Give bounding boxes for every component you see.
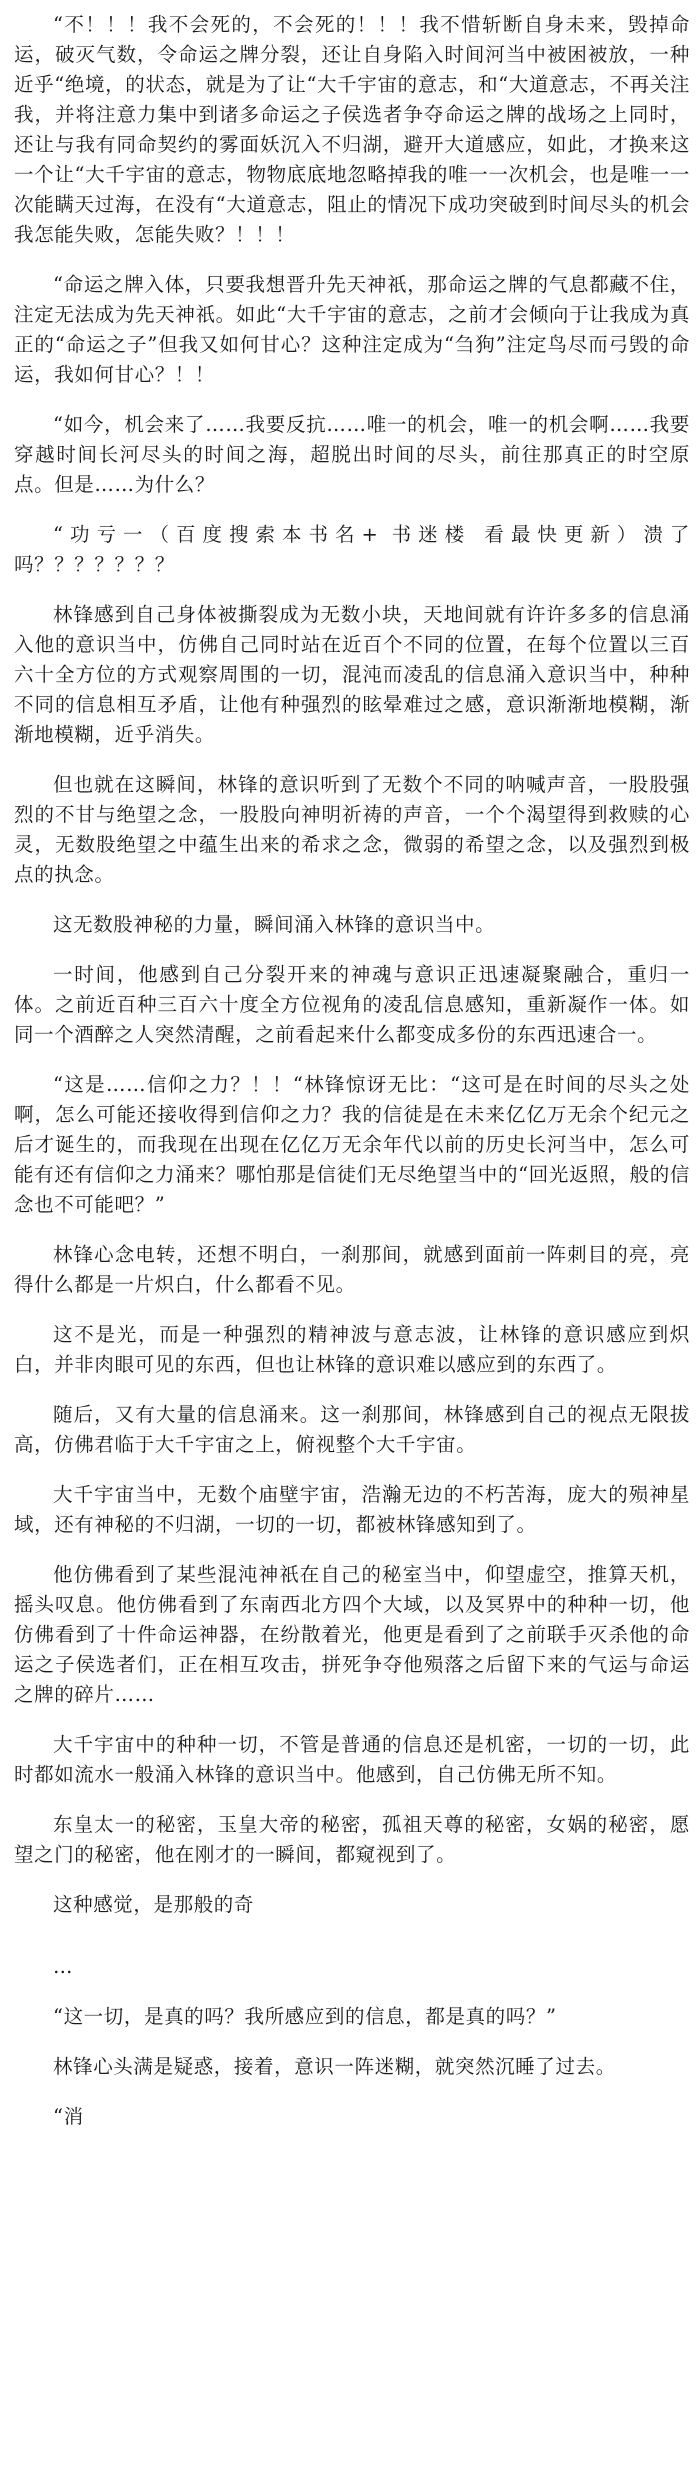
paragraph: 大千宇宙中的种种一切，不管是普通的信息还是机密，一切的一切，此时都如流水一般涌入林锋的意识当中。他感到，自己仿佛无所不知。 bbox=[14, 1733, 690, 1786]
paragraph: 林锋心念电转，还想不明白，一刹那间，就感到面前一阵刺目的亮，亮得什么都是一片炽白，什么都看不见。 bbox=[14, 1243, 690, 1296]
paragraph: 大千宇宙当中，无数个庙壁宇宙，浩瀚无边的不朽苦海，庞大的殒神星域，还有神秘的不归湖，一切的一切，都被林锋感知到了。 bbox=[14, 1483, 690, 1536]
paragraph: 林锋心头满是疑惑，接着，意识一阵迷糊，就突然沉睡了过去。 bbox=[53, 2055, 616, 2078]
paragraph: “消 bbox=[53, 2105, 84, 2128]
paragraph: 他仿佛看到了某些混沌神祇在自己的秘室当中，仰望虚空，推算天机，摇头叹息。他仿佛看到了东南西北方四个大域，以及冥界中的种种一切，他仿佛看到了十件命运神器，在纷散着光，他更是看到了之前联手灭杀他的命运之子侯选者们，正在相互攻击，拼死争夺他殒落之后留下来的气运与命运之牌的碎片…… bbox=[14, 1563, 690, 1706]
paragraph: “如今，机会来了……我要反抗……唯一的机会，唯一的机会啊……我要穿越时间长河尽头的时间之海，超脱出时间的尽头，前往那真正的时空原点。但是……为什么？ bbox=[14, 413, 690, 496]
ellipsis-line: … bbox=[53, 1955, 75, 1978]
paragraph: 但也就在这瞬间，林锋的意识听到了无数个不同的呐喊声音，一股股强烈的不甘与绝望之念，一股股向神明祈祷的声音，一个个渴望得到救赎的心灵，无数股绝望之中蕴生出来的希求之念，微弱的希望之念，以及强烈到极点的执念。 bbox=[14, 773, 690, 886]
paragraph: 这无数股神秘的力量，瞬间涌入林锋的意识当中。 bbox=[53, 913, 496, 936]
paragraph: “这是……信仰之力？！！“林锋惊讶无比：“这可是在时间的尽头之处啊，怎么可能还接收得到信仰之力？我的信徒是在未来亿亿万无余个纪元之后才诞生的，而我现在出现在亿亿万无余年代以前的历史长河当中，怎么可能有还有信仰之力涌来？哪怕那是信徒们无尽绝望当中的“回光返照，般的信念也不可能吧？” bbox=[14, 1073, 690, 1216]
paragraph: “不！！！我不会死的，不会死的！！！我不惜斩断自身未来，毁掉命运，破灭气数，令命运之牌分裂，还让自身陷入时间河当中被困被放，一种近乎“绝境，的状态，就是为了让“大千宇宙的意志，和“大道意志，不再关注我，并将注意力集中到诸多命运之子侯选者争夺命运之牌的战场之上同时，还让与我有同命契约的雾面妖沉入不归湖，避开大道感应，如此，才换来这一个让“大千宇宙的意志，物物底底地忽略掉我的唯一一次机会，也是唯一一次能瞒天过海，在没有“大道意志，阻止的情况下成功突破到时间尽头的机会我怎能失败，怎能失败？！！！ bbox=[14, 13, 690, 246]
paragraph: 这不是光，而是一种强烈的精神波与意志波，让林锋的意识感应到炽白，并非肉眼可见的东西，但也让林锋的意识难以感应到的东西了。 bbox=[14, 1323, 690, 1376]
paragraph: “命运之牌入体，只要我想晋升先天神祇，那命运之牌的气息都藏不住，注定无法成为先天神祇。如此“大千宇宙的意志，之前才会倾向于让我成为真正的“命运之子”但我又如何甘心？这种注定成为“刍狗”注定鸟尽而弓毁的命运，我如何甘心？！！ bbox=[14, 273, 690, 386]
paragraph: 这种感觉，是那般的奇 bbox=[53, 1893, 255, 1916]
paragraph: “功亏一（百度搜索本书名+ 书迷楼 看最快更新）溃了吗？？？？？？？ bbox=[14, 523, 690, 576]
paragraph: 东皇太一的秘密，玉皇大帝的秘密，孤祖天尊的秘密，女娲的秘密，愿望之门的秘密，他在刚才的一瞬间，都窥视到了。 bbox=[14, 1813, 690, 1866]
paragraph: 林锋感到自己身体被撕裂成为无数小块，天地间就有许许多多的信息涌入他的意识当中，仿佛自己同时站在近百个不同的位置，在每个位置以三百六十全方位的方式观察周围的一切，混沌而凌乱的信息涌入意识当中，种种不同的信息相互矛盾，让他有种强烈的眩晕难过之感，意识渐渐地模糊，渐渐地模糊，近乎消失。 bbox=[14, 603, 690, 746]
paragraph: 随后，又有大量的信息涌来。这一刹那间，林锋感到自己的视点无限拔高，仿佛君临于大千宇宙之上，俯视整个大千宇宙。 bbox=[14, 1403, 690, 1456]
paragraph: 一时间，他感到自己分裂开来的神魂与意识正迅速凝聚融合，重归一体。之前近百种三百六十度全方位视角的凌乱信息感知，重新凝作一体。如同一个酒醉之人突然清醒，之前看起来什么都变成多份的东西迅速合一。 bbox=[14, 963, 690, 1046]
paragraph: “这一切，是真的吗？我所感应到的信息，都是真的吗？” bbox=[53, 2005, 557, 2028]
